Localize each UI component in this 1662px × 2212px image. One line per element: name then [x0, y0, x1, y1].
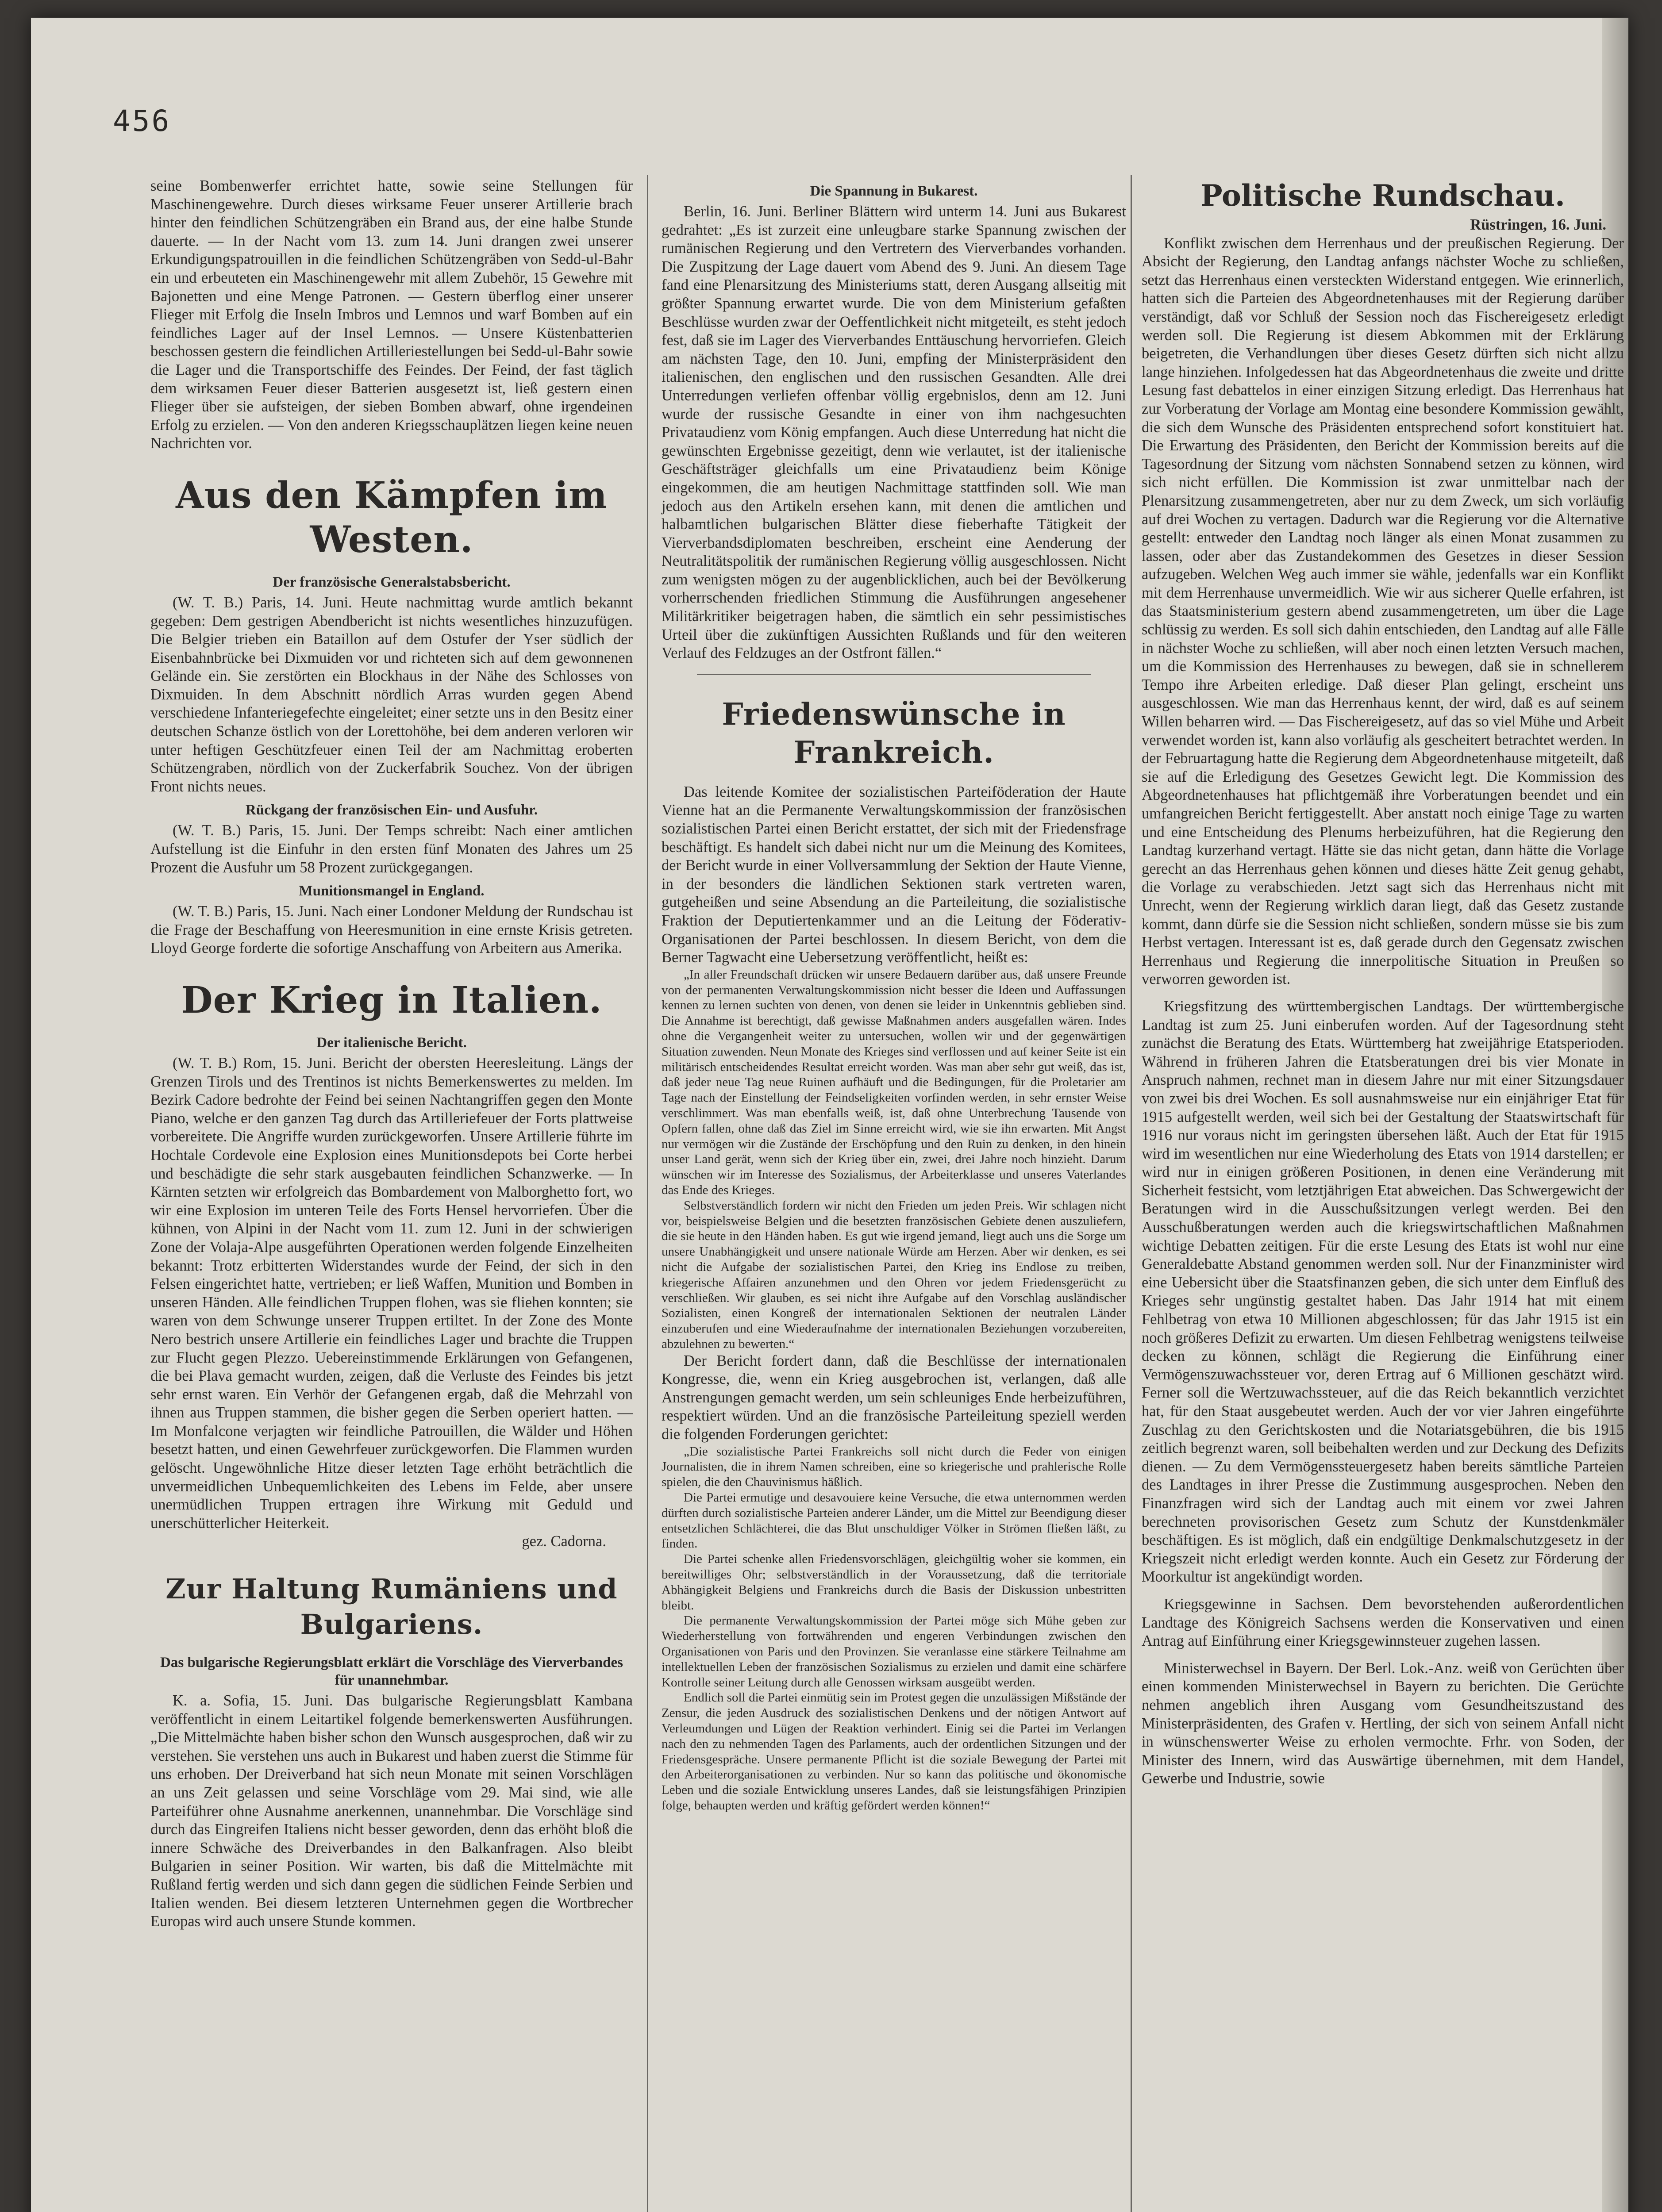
column-3 — [1142, 177, 1624, 1788]
article-paragraph: Kriegsfitzung des württembergischen Landtags. Der württembergische Landtag ist zum 25. Juni einberufen worden. Auf der Tagesordnung steht zunächst die Beratung des Etats. Württemberg hat zweijährige Etatsperioden. Während in früheren Jahren die Etatsberatungen drei bis vier Monate in Anspruch nahmen, rechnet man in diesem Jahre nur mit einer Sitzungsdauer von zwei bis drei Wochen. Es soll ausnahmsweise nur ein einjähriger Etat für 1915 aufgestellt werden, weil sich bei der Gestaltung der Staatswirtschaft für 1916 nur voraus nicht im geringsten übersehen läßt. Auch der Etat für 1915 wird im wesentlichen nur eine Wiederholung des Etats von 1914 darstellen; er wird nur in einigen größeren Positionen, in denen eine Veränderung mit Sicherheit festsicht, vom letztjährigen Etat abweichen. Das Schwergewicht der Beratungen wird in die Ausschußsitzungen verlegt werden. Bei den Ausschußberatungen werden auch die kriegswirtschaftlichen Maßnahmen wichtige Debatten zeitigen. Für die erste Lesung des Etats ist wohl nur eine Generaldebatte Abstand genommen werden soll. Nur der Finanzminister wird eine Uebersicht über die Staatsfinanzen geben, die sich unter dem Einfluß des Krieges sehr ungünstig gestaltet haben. Das Jahr 1914 hat mit einem Fehlbetrag von etwa 10 Millionen abgeschlossen; für das Jahr 1915 ist ein noch größeres Defizit zu erwarten. Um diesen Fehlbetrag wenigstens teilweise decken zu können, schlägt die Regierung die Einführung einer Vermögenszuwachssteuer vor, deren Ertrag auf 6 Millionen geschätzt wird. Ferner soll die Wertzuwachssteuer, auf die das Reich bekanntlich verzichtet hat, für den Staat ausgebeutet werden. Auch der vor vier Jahren eingeführte Zuschlag zu den Gerichtskosten und die Notariatsgebühren, die bis 1915 zeitlich begrenzt waren, soll beibehalten werden und zur Deckung des Defizits dienen. — Zu dem Vermögenssteuergesetz haben bereits sämtliche Parteien des Landtages in ihrer Presse die Zustimmung ausgesprochen. Neben den Finanzfragen wird sich der Landtag auch mit einem vor zwei Jahren berechneten provisorischen Gesetz zum Schutz der Kunstdenkmäler beschäftigen. Es ist möglich, daß ein endgültige Denkmalschutzgesetz in der Kriegszeit nicht erledigt werden konnte. Auch ein Gesetz zur Förderung der Moorkultur ist angekündigt worden. — [1142, 998, 1624, 1586]
newspaper-page — [31, 18, 1628, 2212]
column-rule — [1131, 175, 1132, 2212]
page-number: 456 — [113, 104, 171, 138]
subhead-haltung: Das bulgarische Regierungsblatt erklärt die Vorschläge des Vierverbandes für unannehmbar. — [160, 1655, 623, 1689]
subhead-spannung: Die Spannung in Bukarest. — [810, 183, 978, 199]
signature: gez. Cadorna. — [522, 1533, 606, 1550]
headline-italien: Der Krieg in Italien. — [181, 979, 602, 1022]
subhead-ital-bericht: Der italienische Bericht. — [316, 1035, 467, 1051]
quote-paragraph: Die permanente Verwaltungskommission der Partei möge sich Mühe geben zur Wiederherstellung von fortwährenden und engeren Verbindungen zwischen den Organisationen von Paris und den Provinzen. Sie veranlasse eine stärkere Teilnahme am intellektuellen Leben der französischen Sozialismus zu erzielen und damit eine schärfere Kontrolle seiner Leitung durch alle Genossen wirksam ausgeübt werden. — [662, 1613, 1126, 1690]
article-paragraph: (W. T. B.) Rom, 15. Juni. Bericht der obersten Heeresleitung. Längs der Grenzen Tirols und des Trentinos ist nichts Bemerkenswertes zu melden. Im Bezirk Cadore bedrohte der Feind bei seinen Nachtangriffen gegen den Monte Piano, welche er den ganzen Tag durch das Artilleriefeuer der Forts plattweise vorbereitete. Die Angriffe wurden zurückgeworfen. Unsere Artillerie führte im Hochtale Cordevole eine Explosion eines Munitionsdepots bei Corte herbei und beschädigte die sehr stark ausgebauten feindlichen Schanzwerke. — In Kärnten setzten wir erfolgreich das Bombardement von Malborghetto fort, wo wir eine Explosion im unteren Teile des Forts Hensel hervorriefen. Über die kühnen, von Alpini in der Nacht vom 11. zum 12. Juni in der schwierigen Zone der Volaja-Alpe ausgeführten Operationen werden folgende Einzelheiten bekannt: Trotz erbitterten Widerstandes wurde der Feind, der sich in den Felsen eingerichtet hatte, vertrieben; er ließ Waffen, Munition und Bomben in unseren Händen. Alle feindlichen Truppen flohen, was sie fliehen konnten; sie waren von dem Schwunge unserer Truppen ertiltet. In der Zone des Monte Nero bestrich unsere Artillerie ein feindliches Lager und brachte die Truppen zur Flucht gegen Plezzo. Uebereinstimmende Erklärungen von Gefangenen, die bei Plava gemacht wurden, zeigen, daß die Verluste des Feindes bis jetzt sehr ernst waren. Ein Verhör der Gefangenen ergab, daß die Mehrzahl von ihnen aus Truppen stammen, die bisher gegen die Serben operiert hatten. — Im Monfalcone verjagten wir feindliche Patrouillen, die Wälder und Höhen besetzt hatten, und einen Gewehrfeuer zurückgeworfen. Die Flammen wurden gelöscht. Ungewöhnliche Hitze dieser letzten Tage erhöht beträchtlich die unvermeidlichen Unbequemlichkeiten des Lebens im Felde, aber unsere unermüdlichen Truppen ertragen ihre Wirkung mit Geduld und unerschütterlicher Heiterkeit. — [150, 1055, 633, 1532]
quote-paragraph: „In aller Freundschaft drücken wir unsere Bedauern darüber aus, daß unsere Freunde von der permanenten Verwaltungskommission nicht besser die Ideen und Auffassungen kennen zu lernen suchten von denen, von denen sie leider in Unkenntnis geblieben sind. Die Annahme ist berechtigt, daß gewisse Maßnahmen anders ausgefallen wären. Indes ohne die Vergangenheit weiter zu untersuchen, wollen wir und der gegenwärtigen Situation zuwenden. Neun Monate des Krieges sind verflossen und auf keiner Seite ist ein militärisch entscheidendes Resultat erreicht worden. Was man aber sehr gut weiß, das ist, daß jeder neue Tag neue Ruinen aufhäuft und die Bedingungen, für die Proletarier am Tage nach der Einstellung der Feindseligkeiten vorfinden werden, in sehr ernster Weise verschlimmert. Was man ebenfalls weiß, ist, daß ohne Unterbrechung Tausende von Opfern fallen, ohne daß das Ziel im Sinne erreicht wird, wie sie ihn erwarten. Mit Angst nur vermögen wir die Zustände der Erschöpfung und den Ruin zu denken, in den hinein unser Land gerät, wenn sich der Krieg über ein, zwei, drei Jahre noch hinzieht. Darum wünschen wir im Interesse des Sozialismus, der Arbeiterklasse und unseres Vaterlandes das Ende des Krieges. — [662, 967, 1126, 1197]
headline-frieden: Friedenswünsche in Frankreich. — [722, 696, 1066, 770]
article-paragraph: K. a. Sofia, 15. Juni. Das bulgarische Regierungsblatt Kambana veröffentlicht in einem Leitartikel folgende bemerkenswerten Ausführungen. „Die Mittelmächte haben bisher schon den Wunsch ausgesprochen, daß wir zu verstehen. Sie verstehen uns auch in Bukarest und haben zuerst die Stimme für uns erhoben. Der Dreiverband hat sich neun Monate mit seinen Vorschlägen an uns Zeit gelassen und seine Vorschläge vom 29. Mai sind, wie alle Parteiführer ohne Ausnahme anerkennen, unannehmbar. Die Vorschläge sind durch das Eingreifen Italiens nicht besser geworden, denn das erhöht bloß die innere Schwäche des Dreiverbandes in den Balkanfragen. Also bleibt Bulgarien in seiner Position. Wir warten, bis daß die Mittelmächte mit Rußland fertig werden und sich dann gegen die südlichen Feinde Serbien und Italien wenden. Bei diesem letzteren Unternehmen gegen die Wortbrecher Europas wird auch unsere Stunde kommen. — [150, 1692, 633, 1930]
subhead-generalstab: Der französische Generalstabsbericht. — [273, 574, 511, 590]
headline-haltung: Zur Haltung Rumäniens und Bulgariens. — [165, 1573, 618, 1641]
headline-westen: Aus den Kämpfen im Westen. — [176, 474, 608, 561]
column-2 — [662, 177, 1126, 1813]
subhead-munition: Munitionsmangel in England. — [299, 883, 485, 899]
headline-rundschau: Politische Rundschau. — [1200, 178, 1565, 213]
article-paragraph: Berlin, 16. Juni. Berliner Blättern wird unterm 14. Juni aus Bukarest gedrahtet: „Es ist zurzeit eine unleugbare starke Spannung zwischen der rumänischen Regierung und den Vertretern des Vierverbandes vorhanden. Die Zuspitzung der Lage dauert vom Abend des 9. Juni. An diesem Tage fand eine Plenarsitzung des Ministeriums statt, deren Ausgang allseitig mit größter Spannung erwartet wurde. Die von dem Ministerium gefaßten Beschlüsse wurden zwar der Oeffentlichkeit nicht mitgeteilt, es steht jedoch fest, daß sie im Lager des Vierverbandes Enttäuschung hervorriefen. Gleich am nächsten Tage, den 10. Juni, empfing der Ministerpräsident den italienischen, den englischen und den russischen Gesandten. Alle drei Unterredungen verliefen offenbar völlig ergebnislos, denn am 12. Juni wurde der russische Gesandte in einer von ihm nachgesuchten Privataudienz vom König empfangen. Auch diese Unterredung hat nicht die gewünschten Ergebnisse gezeitigt, denn wie verlautet, ist der italienische Geschäftsträger gleichfalls um eine Privataudienz beim Könige eingekommen, die am heutigen Nachmittage stattfinden soll. Wie man jedoch aus den Artikeln ersehen kann, mit denen die amtlichen und halbamtlichen bulgarischen Blätter diese fieberhafte Tätigkeit der Vierverbandsdiplomaten beschreiben, erscheint eine Aenderung der Neutralitätspolitik der rumänischen Regierung völlig ausgeschlossen. Nicht zum wenigsten mögen zu der augenblicklichen, auch bei der Bevölkerung vorherrschenden friedlichen Stimmung die Ausführungen angesehener Militärkritiker beigetragen haben, die sämtlich ein sehr pessimistisches Urteil über die zukünftigen Aussichten Rußlands und für den weiteren Verlauf des Feldzuges an der Ostfront fällen.“ — [662, 203, 1126, 662]
article-paragraph: Kriegsgewinne in Sachsen. Dem bevorstehenden außerordentlichen Landtage des Königreich Sachsens werden die Konservativen und einen Antrag auf Einführung einer Kriegsgewinnsteuer zugehen lassen. — [1142, 1595, 1624, 1650]
quote-paragraph: Endlich soll die Partei einmütig sein im Protest gegen die unzulässigen Mißstände der Zensur, die jeden Ausdruck des sozialistischen Denkens und der nötigen Antwort auf Verleumdungen und Lügen der Reaktion verhindert. Einig sei die Partei im Verlangen nach den zu nehmenden Tagen des Parlaments, auch der ordentlichen Sitzungen und der Friedensgespräche. Unsere permanente Pflicht ist die soziale Bewegung der Partei mit den Arbeiterorganisationen zu verbinden. Nur so kann das politische und ökonomische Leben und die soziale Entwicklung unseres Landes, daß sie leistungsfähigen Prinzipien folge, behaupten werden und kräftig gefördert werden können!“ — [662, 1690, 1126, 1813]
article-paragraph: Der Bericht fordert dann, daß die Beschlüsse der internationalen Kongresse, die, wenn ein Krieg ausgebrochen ist, verlangen, daß alle Anstrengungen gemacht werden, um sein schleuniges Ende herbeizuführen, respektiert würden. Und an die französische Parteileitung speziell werden die folgenden Forderungen gerichtet: — [662, 1352, 1126, 1443]
quote-paragraph: Die Partei ermutige und desavouiere keine Versuche, die etwa unternommen werden dürften durch sozialistische Parteien anderer Länder, um die Mittel zur Beendigung dieser entsetzlichen Schlächterei, die das Blut unschuldiger Völker in Strömen fließen läßt, zu finden. — [662, 1490, 1126, 1551]
article-paragraph: Das leitende Komitee der sozialistischen Parteiföderation der Haute Vienne hat an die Permanente Verwaltungskommission der französischen sozialistischen Partei einen Bericht erstattet, der sich mit der Friedensfrage beschäftigt. Es handelt sich dabei nicht nur um die Meinung des Komitees, der Bericht wurde in einer Vollversammlung der Sektion der Haute Vienne, in der besonders die ländlichen Sektionen stark vertreten waren, gutgeheißen und seine Absendung an die Parteileitung, die sozialistische Fraktion der Deputiertenkammer und an die Leitung der Föderativ-Organisationen der Partei beschlossen. In diesem Bericht, von dem die Berner Tagwacht eine Uebersetzung veröffentlicht, heißt es: — [662, 783, 1126, 966]
article-paragraph: (W. T. B.) Paris, 14. Juni. Heute nachmittag wurde amtlich bekannt gegeben: Dem gestrigen Abendbericht ist nichts wesentliches hinzuzufügen. Die Belgier trieben ein Bataillon auf dem Ostufer der Yser südlich der Eisenbahnbrücke bei Dixmuiden vor und richteten sich auf dem gewonnenen Gelände ein. Sie zerstörten ein Blockhaus in der Nähe des Schlosses von Dixmuiden. In dem Abschnitt nördlich Arras wurden gegen Abend verschiedene Infanteriegefechte eingeleitet; einer setzte uns in den Besitz einer deutschen Schanze östlich von der Lorettohöhe, bei dem anderen verloren wir unter heftigen Geschützfeuer einen Teil der am Nachmittag eroberten Schützengraben, nördlich von der Zuckerfabrik Souchez. Von der übrigen Front nichts neues. — [150, 594, 633, 795]
column-rule — [647, 175, 648, 2212]
article-paragraph: Ministerwechsel in Bayern. Der Berl. Lok.-Anz. weiß von Gerüchten über einen kommenden Ministerwechsel in Bayern zu berichten. Die Gerüchte nehmen angeblich ihren Ausgang vom Gesundheitszustand des Ministerpräsidenten, des Grafen v. Hertling, der sich von seinem Anfall nicht in wünschenswerter Weise zu erholen vermochte. Frhr. von Soden, der Minister des Innern, wird das Auswärtige übernehmen, mit dem Handel, Gewerbe und Industrie, sowie — [1142, 1659, 1624, 1787]
article-paragraph: Konflikt zwischen dem Herrenhaus und der preußischen Regierung. Der Absicht der Regierung, den Landtag anfangs nächster Woche zu schließen, setzt das Herrenhaus einen versteckten Widerstand entgegen. Wie erinnerlich, hatten sich die Parteien des Abgeordnetenhauses mit der Regierung darüber verständigt, daß vor Schluß der Session noch das Fischereigesetz erledigt werden soll. Die Regierung ist diesem Abkommen mit der Erklärung beigetreten, die Verhandlungen über dieses Gesetz dürften sich nicht allzu lange hinziehen. Infolgedessen hat das Abgeordnetenhaus die zweite und dritte Lesung fast debattelos in einer einzigen Sitzung erledigt. Das Herrenhaus hat zur Vorberatung der Vorlage am Montag eine besondere Kommission gewählt, die sich dem Wunsche des Präsidenten entsprechend sofort konstituiert hat. Die Erwartung des Präsidenten, den Bericht der Kommission bereits auf die Tagesordnung der Sitzung vom nächsten Sonnabend setzen zu können, wird sich nicht erfüllen. Die Kommission ist zwar unmittelbar nach der Plenarsitzung zusammengetreten, aber nur zu dem Zweck, um sich vorläufig auf drei Wochen zu vertagen. Dadurch war die Regierung vor die Alternative gestellt: entweder den Landtag noch länger als einen Monat zusammen zu lassen, oder aber das Zustandekommen des Gesetzes in dieser Session aufzugeben. Welchen Weg auch immer sie wähle, jedenfalls war ein Konflikt mit dem Herrenhause unvermeidlich. Wie wir aus sicherer Quelle erfahren, ist das Staatsministerium gestern abend zusammengetreten, um über die Lage schlüssig zu werden. Es soll sich dahin entschieden, den Landtag auf alle Fälle in nächster Woche zu schließen, will aber noch einen letzten Versuch machen, um die Kommission des Herrenhauses zu bewegen, daß sie in schnellerem Tempo ihre Arbeiten erledige. Daß dieser Plan gelingt, erscheint uns ausgeschlossen. Wie man das Herrenhaus kennt, der wird, daß es auf seinem Willen beharren wird. — Das Fischereigesetz, auf das so viel Mühe und Arbeit verwendet worden ist, kann also vorläufig als gescheitert betrachtet werden. In der Februartagung hatte die Regierung dem Abgeordnetenhause mitgeteilt, daß sie auf die Erledigung des Gesetzes Gewicht legt. Die Kommission des Abgeordnetenhauses hat pflichtgemäß ihre Vorberatungen beendet und ein umfangreichen Bericht fertiggestellt. Aber anstatt noch einige Tage zu warten und eine Entscheidung des Plenums herbeizuführen, hat die Regierung den Landtag kurzerhand vertagt. Hätte sie das nicht getan, dann hätte die Vorlage gerecht an das Herrenhaus gehen können und dieses hätte Zeit genug gehabt, die Vorlage zu verabschieden. Jetzt sagt sich das Herrenhaus nicht mit Unrecht, wenn der Regierung wirklich daran liegt, daß das Gesetz zustande kommt, dann dürfe sie die Session nicht schließen, sondern müsse sie bis zum Herbst vertagen. Interessant ist es, daß gerade durch den Gegensatz zwischen Herrenhaus und Regierung die innerpolitische Situation in Preußen so verworren geworden ist. — [1142, 234, 1624, 988]
column-1 — [150, 177, 633, 1931]
dateline: Rüstringen, 16. Juni. — [1470, 216, 1606, 233]
article-paragraph: (W. T. B.) Paris, 15. Juni. Der Temps schreibt: Nach einer amtlichen Aufstellung ist die Einfuhr in den ersten fünf Monaten des Jahres um 25 Prozent die Ausfuhr um 58 Prozent zurückgegangen. — [150, 822, 633, 876]
quote-paragraph: „Die sozialistische Partei Frankreichs soll nicht durch die Feder von einigen Journalisten, die in ihrem Namen schreiben, eine so kriegerische und prahlerische Rolle spielen, die den Chauvinismus häßlich. — [662, 1444, 1126, 1490]
article-paragraph: (W. T. B.) Paris, 15. Juni. Nach einer Londoner Meldung der Rundschau ist die Frage der Beschaffung von Heeresmunition in eine ernste Krisis getreten. Lloyd George forderte die sofortige Anschaffung von Arbeitern aus Amerika. — [150, 903, 633, 957]
article-continuation: seine Bombenwerfer errichtet hatte, sowie seine Stellungen für Maschinengewehre. Durch dieses wirksame Feuer unserer Artillerie brach hinter den feindlichen Schützengräben ein Brand aus, der eine halbe Stunde dauerte. — In der Nacht vom 13. zum 14. Juni drangen zwei unserer Erkundigungspatrouillen in die feindlichen Schützengräben von Sedd-ul-Bahr ein und erbeuteten ein Maschinengewehr mit allem Zubehör, 15 Gewehre mit Bajonetten und eine Menge Patronen. — Gestern überflog einer unserer Flieger mit Erfolg die Inseln Imbros und Lemnos und warf Bomben auf ein feindliches Lager auf der Insel Lemnos. — Unsere Küstenbatterien beschossen gestern die feindlichen Artilleriestellungen bei Sedd-ul-Bahr sowie die Lager und die Transportschiffe des Feindes. Der Feind, der fast täglich dem wirksamen Feuer dieser Batterien ausgesetzt ist, ließ gestern einen Flieger über sie aufsteigen, der sieben Bomben abwarf, ohne irgendeinen Erfolg zu erzielen. — Von den anderen Kriegsschauplätzen liegen keine neuen Nachrichten vor. — [150, 177, 633, 452]
quote-paragraph: Selbstverständlich fordern wir nicht den Frieden um jeden Preis. Wir schlagen nicht vor, beispielsweise Belgien und die besetzten französischen Gebiete denen auszuliefern, die sie heute in den Händen haben. Es gut wie irgend jemand, liegt auch uns die Sorge um unsere Unabhängigkeit und unsere nationale Würde am Herzen. Aber wir denken, es sei nicht die Aufgabe der sozialistischen Partei, den Krieg ins Endlose zu treiben, kriegerische Affairen anzunehmen und den Ohren vor jedem Friedensgerücht zu verschließen. Wir glauben, es sei nicht ihre Aufgabe auf den Vorschlag ausländischer Sozialisten, einen Kongreß der internationalen Sektionen der neutralen Länder einzuberufen und eine Wiederaufnahme der internationalen Beziehungen vorzubereiten, abzulehnen zu bewerten.“ — [662, 1198, 1126, 1351]
quote-paragraph: Die Partei schenke allen Friedensvorschlägen, gleichgültig woher sie kommen, ein bereitwilliges Ohr; selbstverständlich in der Voraussetzung, daß die territoriale Abhängigkeit Belgiens und Frankreichs durch die Basis der Diskussion unbestritten bleibt. — [662, 1552, 1126, 1613]
subhead-rueckgang: Rückgang der französischen Ein- und Ausfuhr. — [245, 802, 538, 818]
separator — [697, 674, 1091, 675]
